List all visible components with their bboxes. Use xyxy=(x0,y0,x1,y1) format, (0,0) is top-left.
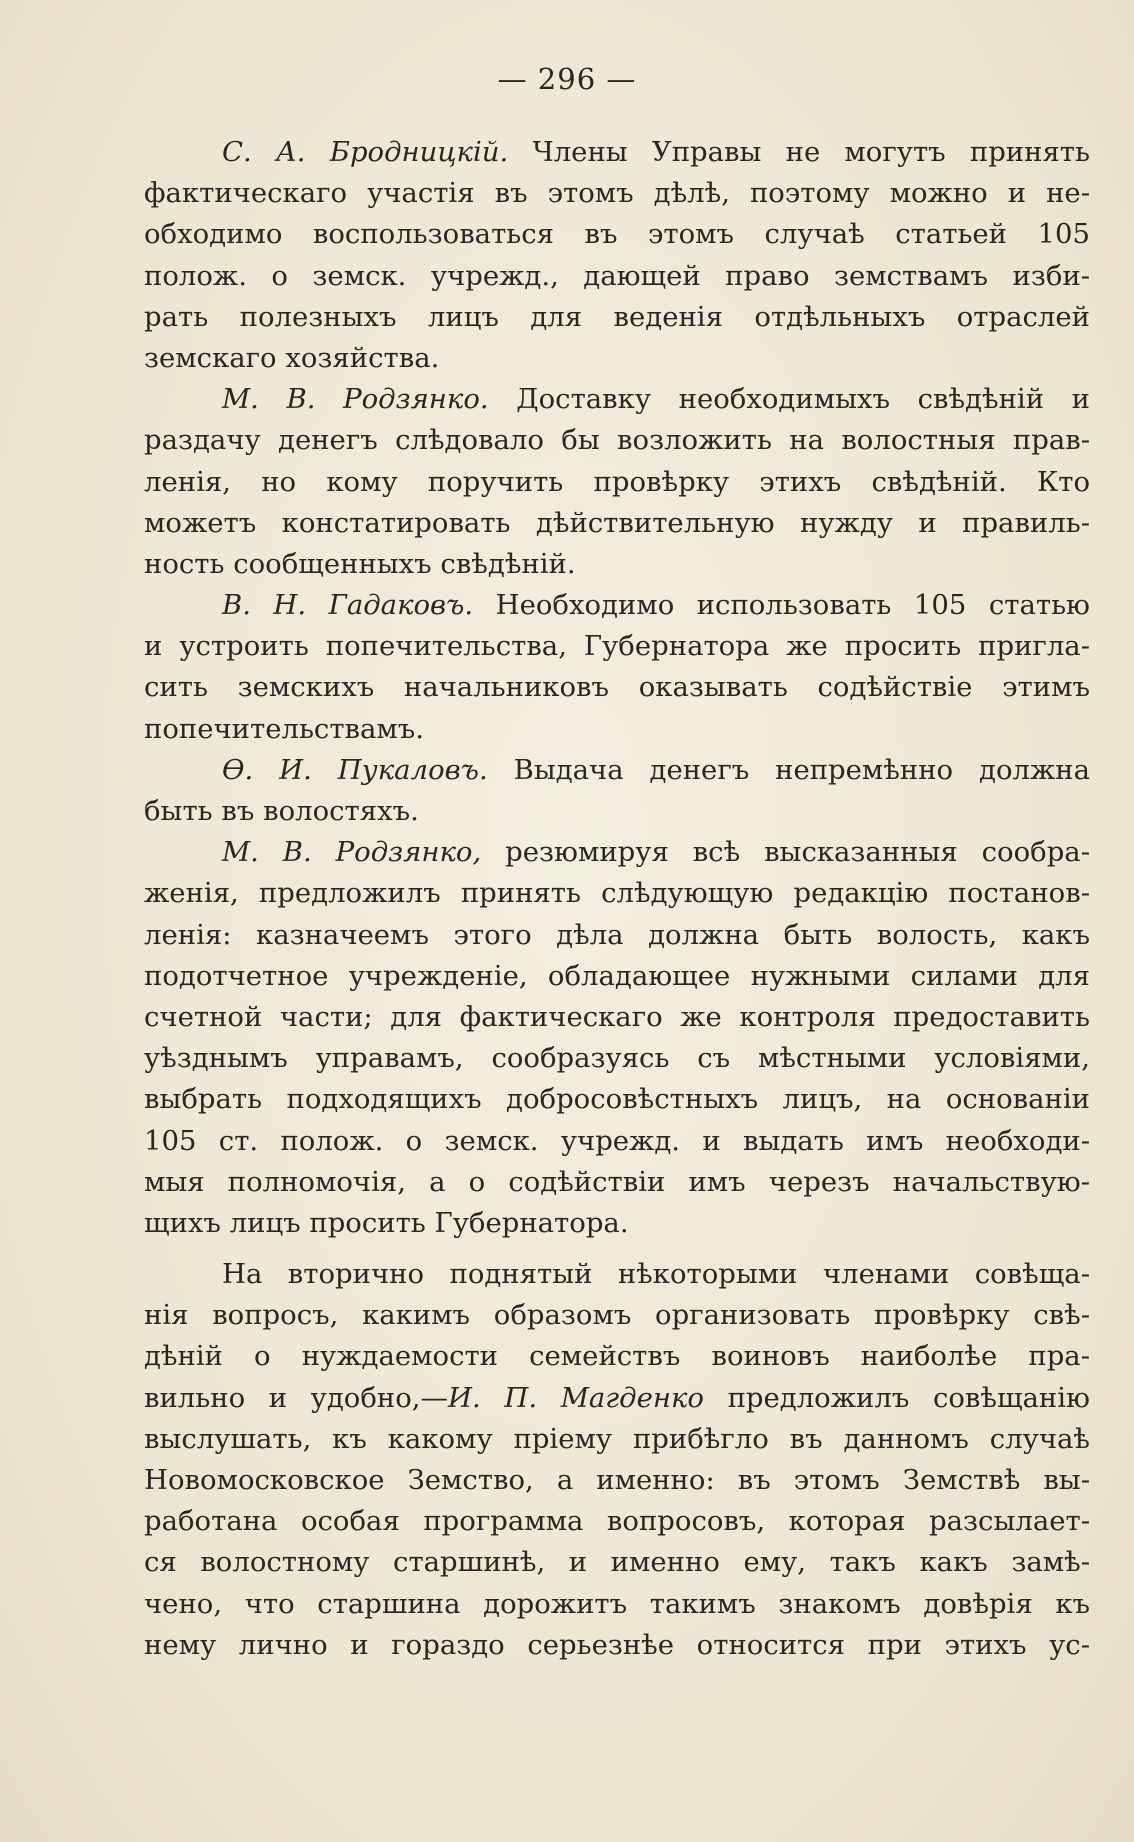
line-text: вильно и удобно,— xyxy=(144,1381,449,1414)
text-line: попечительствамъ. xyxy=(144,712,425,745)
text-line: уѣзднымъ управамъ, сообразуясь съ мѣстными условіями, xyxy=(144,1042,1090,1075)
text-line: сить земскихъ начальниковъ оказывать содѣйствіе этимъ xyxy=(144,671,1090,704)
text-line: ся волостному старшинѣ, и именно ему, такъ какъ замѣ- xyxy=(144,1546,1090,1579)
text-line xyxy=(144,585,1090,626)
speaker-name: С. А. Бродницкій. xyxy=(222,136,509,168)
line-text: резюмируя всѣ высказанныя сообра- xyxy=(505,836,1090,869)
speaker-name: М. В. Родзянко. xyxy=(222,383,489,416)
text-block xyxy=(144,132,1090,1666)
speaker-name: В. Н. Гадаковъ. xyxy=(222,589,474,622)
speaker-name: И. П. Магденко xyxy=(448,1381,704,1414)
paragraph xyxy=(144,379,1090,585)
paragraph xyxy=(144,832,1090,1244)
text-line xyxy=(144,132,1090,173)
line-text: Выдача денегъ непремѣнно должна xyxy=(513,753,1090,786)
speaker-name: Ѳ. И. Пукаловъ. xyxy=(222,753,488,786)
text-line: быть въ волостяхъ. xyxy=(144,795,419,827)
text-line: полож. о земск. учрежд., дающей право земствамъ изби- xyxy=(144,259,1090,292)
text-line: раздачу денегъ слѣдовало бы возложить на волостныя прав- xyxy=(144,424,1090,457)
text-line xyxy=(144,832,1090,873)
line-text: Члены Управы не могутъ принять xyxy=(532,136,1090,168)
text-line: можетъ констатировать дѣйствительную нужду и правиль- xyxy=(144,506,1090,539)
speaker-name: М. В. Родзянко, xyxy=(222,836,482,869)
paragraph xyxy=(144,1254,1090,1666)
text-line: мыя полномочія, а о содѣйствіи имъ черезъ начальствую- xyxy=(144,1165,1090,1198)
text-line xyxy=(144,750,1090,791)
text-line: 105 ст. полож. о земск. учрежд. и выдать имъ необходи- xyxy=(144,1124,1090,1157)
text-line: ленія: казначеемъ этого дѣла должна быть волость, какъ xyxy=(144,918,1090,951)
text-line: счетной части; для фактическаго же контроля предоставить xyxy=(144,1000,1090,1033)
text-line: женія, предложилъ принять слѣдующую редакцію постанов- xyxy=(144,877,1090,910)
text-line: щихъ лицъ просить Губернатора. xyxy=(144,1206,629,1239)
text-line: рать полезныхъ лицъ для веденія отдѣльныхъ отраслей xyxy=(144,300,1090,333)
paragraph xyxy=(144,750,1090,832)
text-line: работана особая программа вопросовъ, которая разсылает- xyxy=(144,1505,1090,1538)
text-line xyxy=(144,379,1090,420)
text-line: На вторично поднятый нѣкоторыми членами совѣща- xyxy=(222,1258,1090,1291)
text-line: ность сообщенныхъ свѣдѣній. xyxy=(144,547,576,580)
text-line: дѣній о нуждаемости семействъ воиновъ наиболѣе пра- xyxy=(144,1340,1090,1373)
line-text: Доставку необходимыхъ свѣдѣній и xyxy=(516,383,1090,416)
text-line: фактическаго участія въ этомъ дѣлѣ, поэтому можно и не- xyxy=(144,177,1090,210)
line-text: Необходимо использовать 105 статью xyxy=(495,589,1090,622)
text-line: нему лично и гораздо серьезнѣе относится при этихъ ус- xyxy=(144,1628,1090,1661)
text-line xyxy=(144,1378,1090,1419)
paragraph-gap xyxy=(144,1244,1090,1254)
text-line: обходимо воспользоваться въ этомъ случаѣ статьей 105 xyxy=(144,218,1090,251)
text-line: выбрать подходящихъ добросовѣстныхъ лицъ, на основаніи xyxy=(144,1083,1090,1116)
text-line: земскаго хозяйства. xyxy=(144,341,440,374)
text-line: Новомосковское Земство, а именно: въ этомъ Земствѣ вы- xyxy=(144,1464,1090,1496)
text-line: чено, что старшина дорожитъ такимъ знакомъ довѣрія къ xyxy=(144,1587,1090,1620)
text-line: и устроить попечительства, Губернатора же просить пригла- xyxy=(144,630,1090,663)
text-line: ленія, но кому поручить провѣрку этихъ свѣдѣній. Кто xyxy=(144,465,1090,498)
paragraph xyxy=(144,132,1090,379)
text-line: нія вопросъ, какимъ образомъ организовать провѣрку свѣ- xyxy=(144,1299,1090,1332)
page-number: — 296 — xyxy=(497,62,637,96)
paragraph xyxy=(144,585,1090,750)
text-line: подотчетное учрежденіе, обладающее нужными силами для xyxy=(144,959,1090,992)
text-line: выслушать, къ какому пріему прибѣгло въ данномъ случаѣ xyxy=(144,1422,1090,1455)
line-text: предложилъ совѣщанію xyxy=(703,1381,1090,1414)
